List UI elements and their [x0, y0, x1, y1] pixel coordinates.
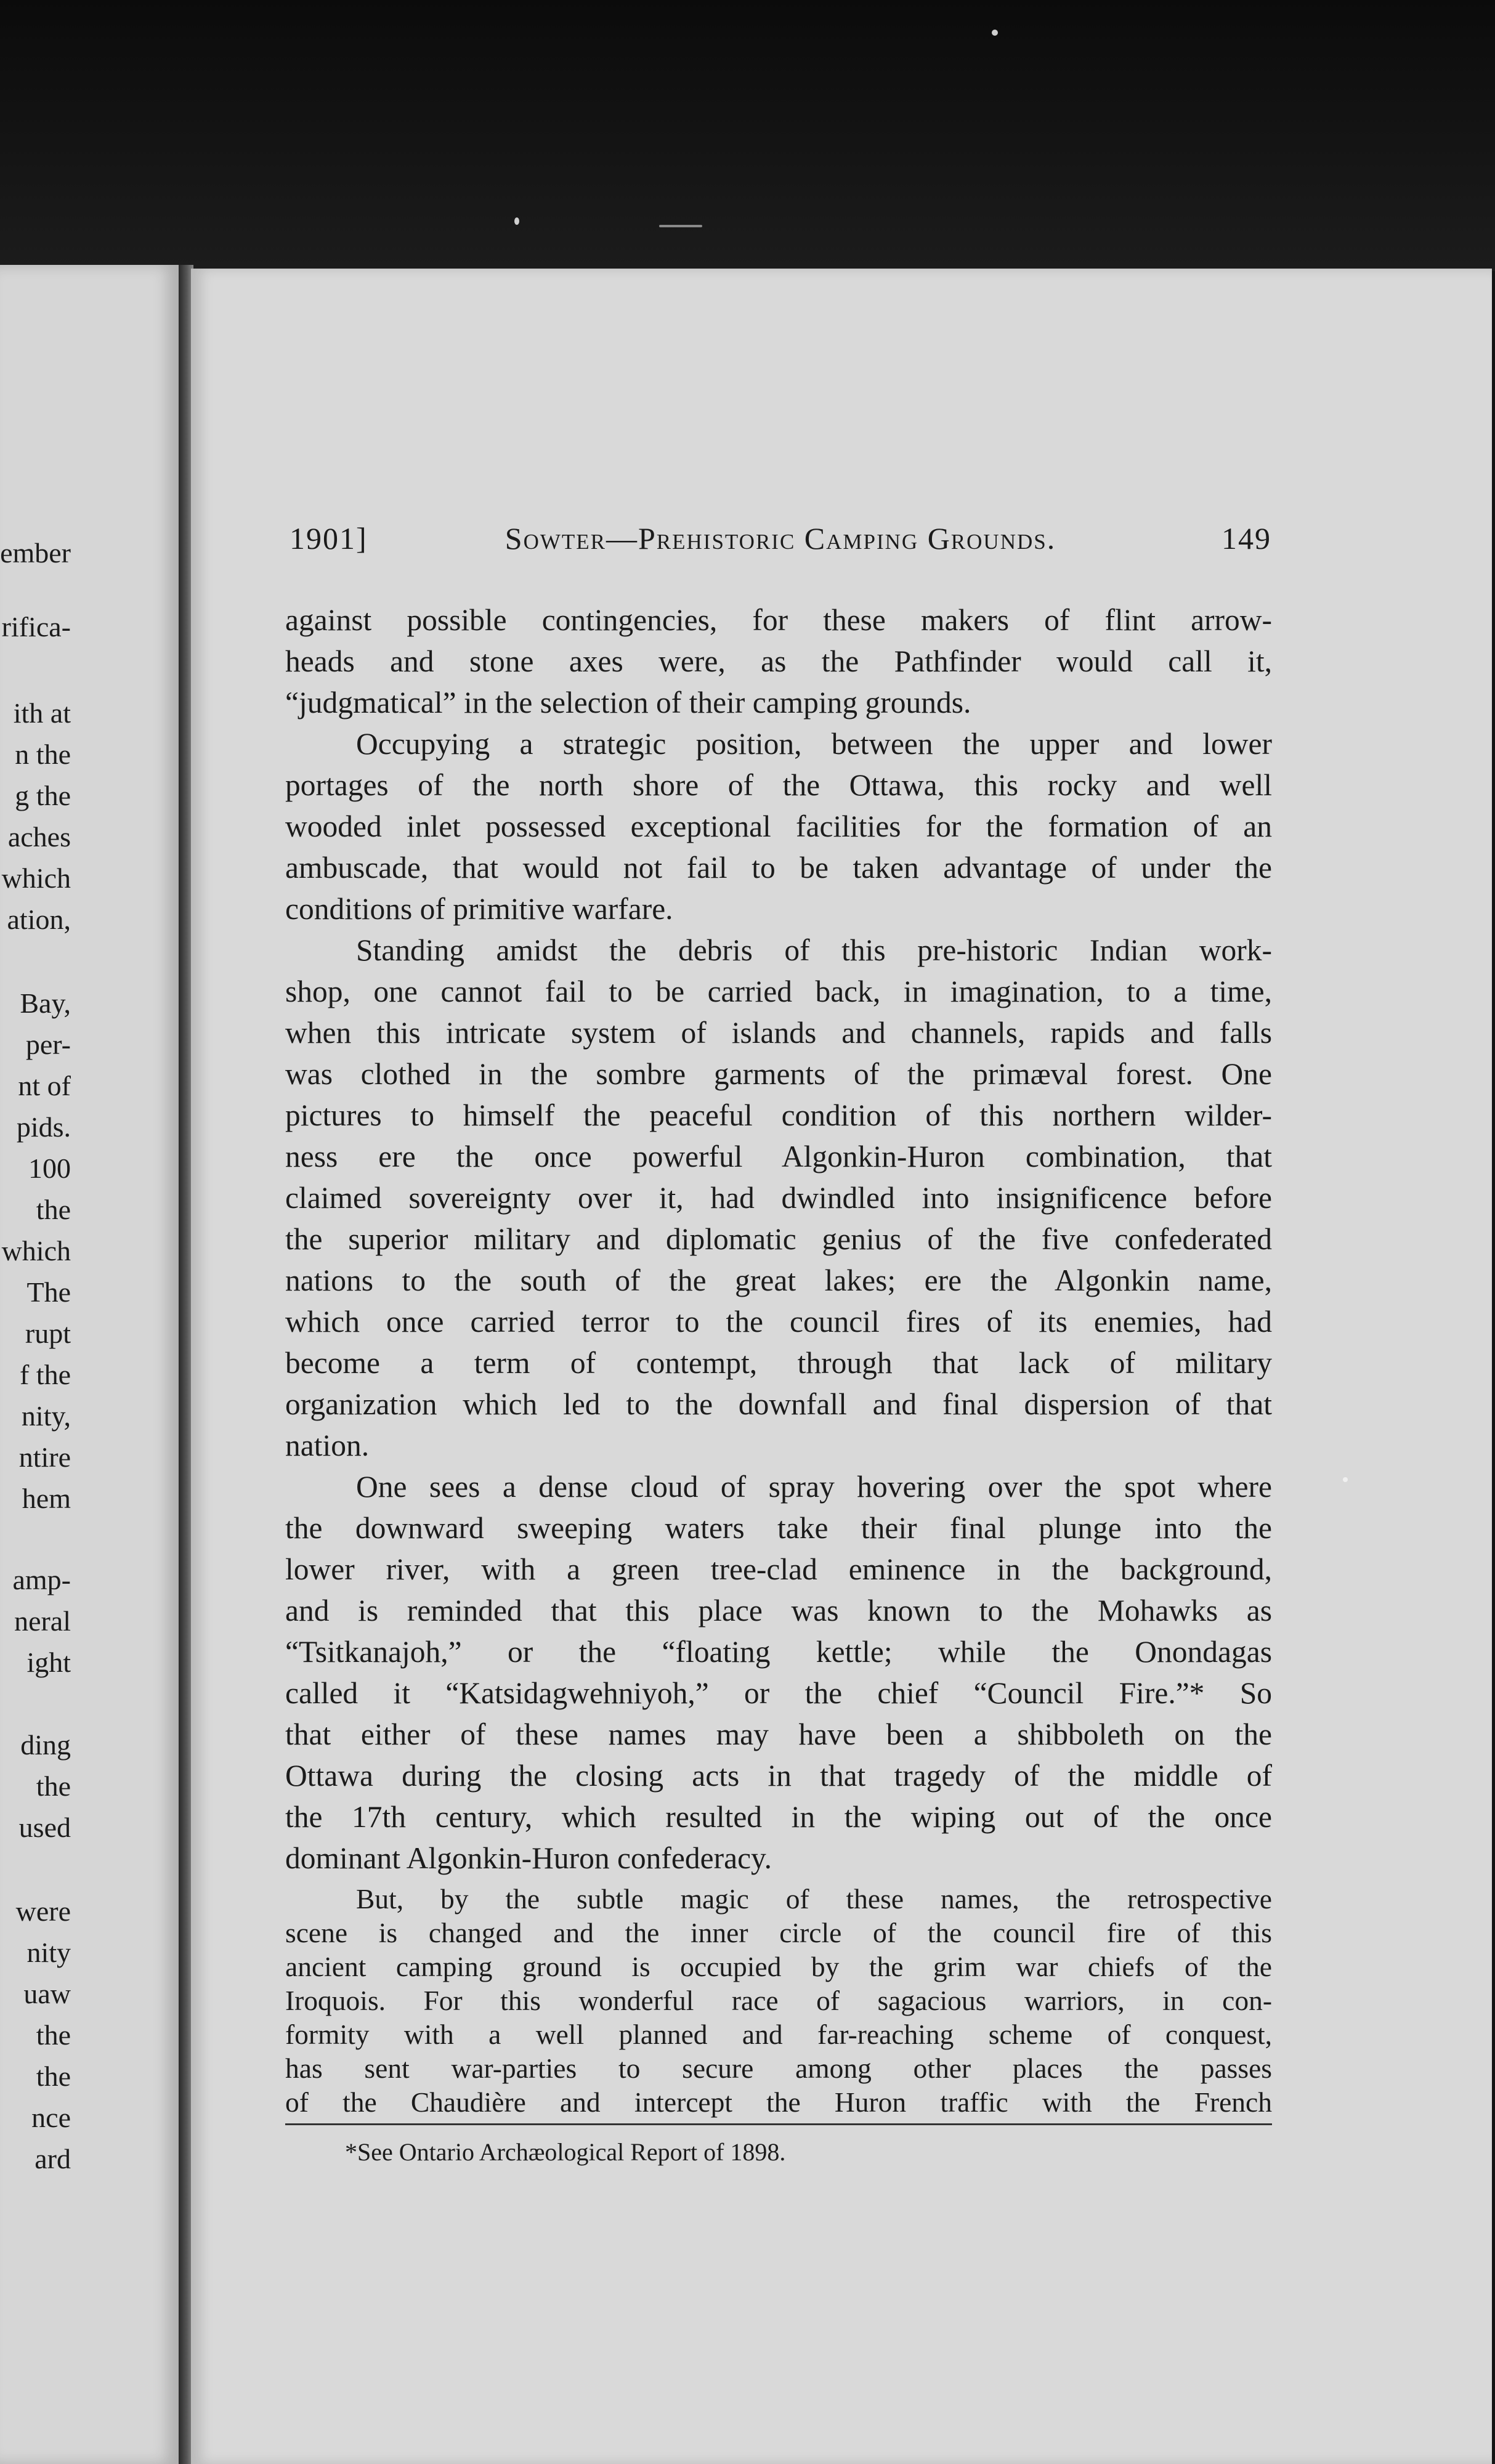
body-line: portages of the north shore of the Ottawa, this rocky and well	[285, 768, 1272, 802]
left-page-fragment: the	[36, 2061, 71, 2092]
left-page-fragment: ight	[26, 1647, 71, 1678]
body-line: scene is changed and the inner circle of the council fire of this	[285, 1917, 1272, 1948]
body-line: wooded inlet possessed exceptional facilities for the formation of an	[285, 809, 1272, 843]
left-page-fragment: the	[36, 1194, 71, 1225]
body-line: nations to the south of the great lakes; ere the Algonkin name,	[285, 1263, 1272, 1297]
running-head	[290, 521, 1271, 557]
left-page-fragment: pids.	[16, 1111, 71, 1143]
scan-speck	[514, 217, 519, 225]
left-page-fragment: g the	[15, 780, 71, 811]
body-line: Standing amidst the debris of this pre-historic Indian work-	[356, 933, 1272, 967]
body-line: But, by the subtle magic of these names, the retrospective	[356, 1883, 1272, 1915]
body-line: Ottawa during the closing acts in that tragedy of the middle of	[285, 1759, 1272, 1793]
left-page-fragment: ard	[34, 2143, 71, 2174]
footnote-rule	[285, 2123, 1272, 2125]
left-page-fragment: neral	[14, 1605, 71, 1637]
left-page-fragment: per-	[25, 1029, 71, 1060]
body-line: the superior military and diplomatic genius of the five confederated	[285, 1222, 1272, 1256]
left-page-fragment: rupt	[25, 1318, 71, 1349]
left-page-fragment: which	[1, 862, 71, 894]
body-line: shop, one cannot fail to be carried back, in imagination, to a time,	[285, 975, 1272, 1008]
body-line: the downward sweeping waters take their final plunge into the	[285, 1511, 1272, 1545]
left-page-fragment: nce	[31, 2102, 71, 2133]
left-page-fragment: The	[26, 1276, 71, 1308]
left-page-fragment: aches	[7, 821, 71, 853]
body-line: and is reminded that this place was known to the Mohawks as	[285, 1594, 1272, 1627]
left-page-fragment: used	[18, 1812, 71, 1843]
body-line: heads and stone axes were, as the Pathfinder would call it,	[285, 644, 1272, 678]
left-page-fragment: ation,	[7, 904, 71, 935]
left-page-fragment: rifica-	[1, 611, 71, 642]
body-line: against possible contingencies, for these makers of flint arrow-	[285, 603, 1272, 637]
body-line: that either of these names may have been a shibboleth on the	[285, 1717, 1272, 1751]
body-line: One sees a dense cloud of spray hovering over the spot where	[356, 1470, 1272, 1504]
body-line: organization which led to the downfall and final dispersion of that	[285, 1387, 1272, 1421]
background-shadow	[0, 0, 1495, 271]
left-page-fragment: uaw	[23, 1978, 71, 2009]
body-line: ness ere the once powerful Algonkin-Huron combination, that	[285, 1140, 1272, 1173]
body-line: dominant Algonkin-Huron confederacy.	[285, 1841, 772, 1875]
left-page-fragment: ember	[0, 537, 71, 569]
scan-speck	[659, 225, 702, 227]
body-line: ambuscade, that would not fail to be taken advantage of under the	[285, 851, 1272, 885]
body-line: become a term of contempt, through that lack of military	[285, 1346, 1272, 1380]
body-line: formity with a well planned and far-reaching scheme of conquest,	[285, 2019, 1272, 2050]
footnote: *See Ontario Archæological Report of 1898.	[345, 2138, 786, 2166]
body-line: Occupying a strategic position, between the upper and lower	[356, 727, 1272, 761]
left-page-fragment: the	[36, 1770, 71, 1802]
scan-speck	[992, 30, 998, 36]
body-line: when this intricate system of islands and channels, rapids and falls	[285, 1016, 1272, 1050]
page-number: 149	[1222, 521, 1271, 556]
body-line: which once carried terror to the council fires of its enemies, had	[285, 1305, 1272, 1339]
running-head-year: 1901]	[290, 521, 368, 556]
left-page-fragment: nt of	[18, 1070, 71, 1101]
left-page-fragment: ding	[20, 1729, 71, 1761]
left-page-fragment: the	[36, 2019, 71, 2051]
body-line: claimed sovereignty over it, had dwindled into insignificence before	[285, 1181, 1272, 1215]
body-line: the 17th century, which resulted in the wiping out of the once	[285, 1800, 1272, 1834]
left-page-fragment: nity	[26, 1937, 71, 1968]
left-page-fragment: hem	[22, 1483, 71, 1514]
body-line: nation.	[285, 1429, 370, 1462]
body-line: was clothed in the sombre garments of the primæval forest. One	[285, 1057, 1272, 1091]
left-page-fragment: f the	[19, 1359, 71, 1390]
left-page-fragment: amp-	[12, 1564, 71, 1595]
body-line: pictures to himself the peaceful condition of this northern wilder-	[285, 1098, 1272, 1132]
body-line: ancient camping ground is occupied by the grim war chiefs of the	[285, 1951, 1272, 1982]
left-page-fragment: ith at	[13, 697, 71, 729]
left-page-fragment: which	[1, 1235, 71, 1266]
left-page-fragment: ntire	[18, 1441, 71, 1473]
body-line: “Tsitkanajoh,” or the “floating kettle; while the Onondagas	[285, 1635, 1272, 1669]
running-head-title: Sowter—Prehistoric Camping Grounds.	[504, 521, 1056, 556]
body-line: conditions of primitive warfare.	[285, 892, 673, 926]
left-page-fragment: 100	[28, 1153, 71, 1184]
body-line: has sent war-parties to secure among other places the passes	[285, 2053, 1272, 2084]
left-page-fragment: nity,	[21, 1400, 71, 1432]
body-line: Iroquois. For this wonderful race of sagacious warriors, in con-	[285, 1985, 1272, 2016]
body-line: called it “Katsidagwehniyoh,” or the chief “Council Fire.”* So	[285, 1676, 1272, 1710]
body-line: of the Chaudière and intercept the Huron traffic with the French	[285, 2086, 1272, 2118]
body-line: “judgmatical” in the selection of their camping grounds.	[285, 686, 971, 719]
scan-speck	[1343, 1477, 1348, 1482]
left-page-fragment: Bay,	[20, 987, 71, 1019]
body-line: lower river, with a green tree-clad eminence in the background,	[285, 1552, 1272, 1586]
left-page-fragment: were	[15, 1895, 71, 1927]
left-page-fragment: n the	[15, 739, 71, 770]
